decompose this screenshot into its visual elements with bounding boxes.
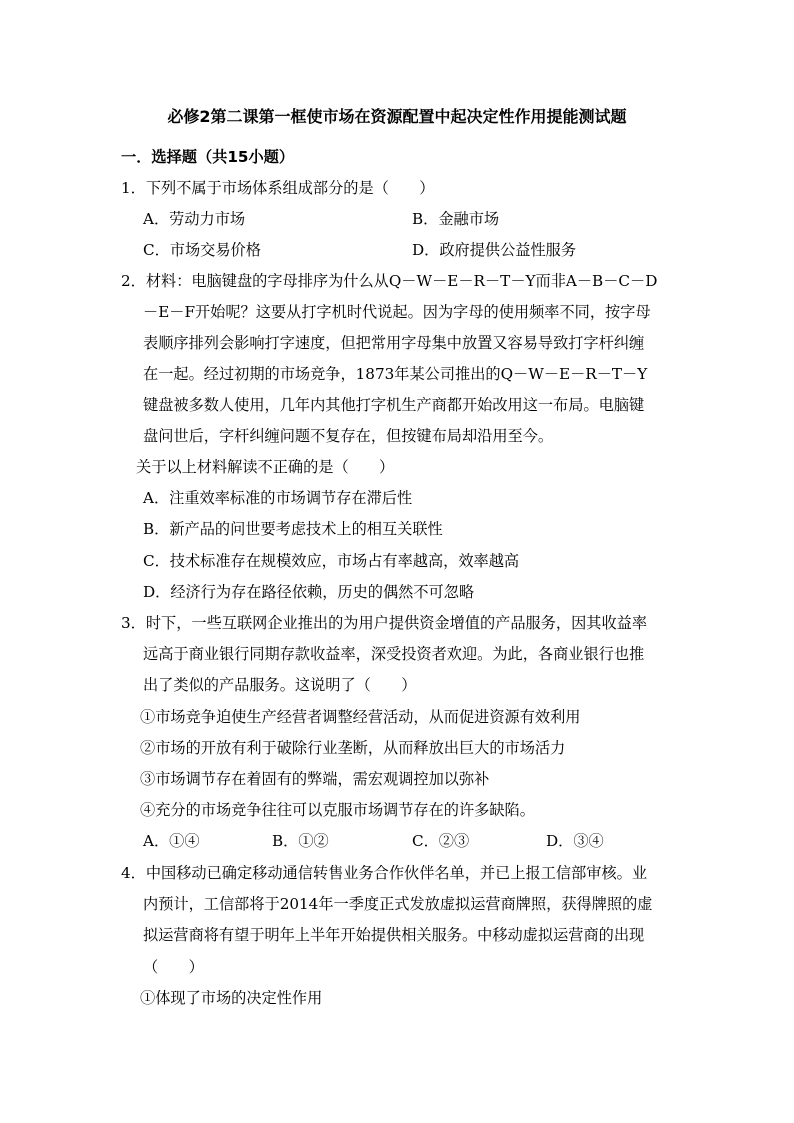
q2-option-b: B．新产品的问世要考虑技术上的相互关联性 bbox=[143, 520, 443, 538]
q2-option-d: D．经济行为存在路径依赖，历史的偶然不可忽略 bbox=[143, 583, 475, 601]
q4-line-1: 4．中国移动已确定移动通信转售业务合作伙伴名单，并已上报工信部审核。业 bbox=[121, 864, 648, 882]
page-title: 必修2第二课第一框使市场在资源配置中起决定性作用提能测试题 bbox=[167, 107, 627, 126]
q3-statement-3: ③市场调节存在着固有的弊端，需宏观调控加以弥补 bbox=[140, 770, 490, 788]
q1-option-c: C．市场交易价格 bbox=[143, 241, 261, 259]
q2-line-2: －E－F开始呢？这要从打字机时代说起。因为字母的使用频率不同，按字母 bbox=[143, 303, 651, 321]
q4-line-4: （ ） bbox=[143, 958, 204, 976]
q2-line-6: 盘问世后，字杆纠缠问题不复存在，但按键布局却沿用至今。 bbox=[143, 427, 554, 445]
q1-stem: 1．下列不属于市场体系组成部分的是（ ） bbox=[121, 179, 435, 197]
q3-statement-1: ①市场竞争迫使生产经营者调整经营活动，从而促进资源有效利用 bbox=[140, 708, 581, 726]
q2-question: 关于以上材料解读不正确的是（ ） bbox=[136, 458, 395, 476]
q2-line-3: 表顺序排列会影响打字速度，但把常用字母集中放置又容易导致打字杆纠缠 bbox=[143, 334, 645, 352]
q3-line-3: 出了类似的产品服务。这说明了（ ） bbox=[143, 676, 417, 694]
q3-statement-2: ②市场的开放有利于破除行业垄断，从而释放出巨大的市场活力 bbox=[140, 739, 566, 757]
q3-option-d: D．③④ bbox=[546, 832, 604, 850]
q3-line-2: 远高于商业银行同期存款收益率，深受投资者欢迎。为此，各商业银行也推 bbox=[143, 645, 645, 663]
q2-line-5: 键盘被多数人使用，几年内其他打字机生产商都开始改用这一布局。电脑键 bbox=[143, 396, 645, 414]
q4-statement-1: ①体现了市场的决定性作用 bbox=[140, 989, 323, 1007]
q1-option-d: D．政府提供公益性服务 bbox=[412, 241, 577, 259]
q3-option-b: B．①② bbox=[272, 832, 329, 850]
q2-option-c: C．技术标准存在规模效应，市场占有率越高，效率越高 bbox=[143, 552, 520, 570]
q1-option-b: B．金融市场 bbox=[412, 210, 500, 228]
section-heading: 一．选择题（共15小题） bbox=[121, 148, 295, 166]
q1-option-a: A．劳动力市场 bbox=[143, 210, 246, 228]
q3-option-c: C．②③ bbox=[412, 832, 470, 850]
q3-option-a: A．①④ bbox=[143, 832, 200, 850]
q2-line-1: 2．材料：电脑键盘的字母排序为什么从Q－W－E－R－T－Y而非A－B－C－D bbox=[121, 272, 658, 290]
q2-line-4: 在一起。经过初期的市场竞争，1873年某公司推出的Q－W－E－R－T－Y bbox=[143, 365, 648, 383]
q4-line-2: 内预计，工信部将于2014年一季度正式发放虚拟运营商牌照，获得牌照的虚 bbox=[143, 895, 653, 913]
q2-option-a: A．注重效率标准的市场调节存在滞后性 bbox=[143, 489, 413, 507]
q3-statement-4: ④充分的市场竞争往往可以克服市场调节存在的许多缺陷。 bbox=[140, 801, 535, 819]
q4-line-3: 拟运营商将有望于明年上半年开始提供相关服务。中移动虚拟运营商的出现 bbox=[143, 926, 645, 944]
q3-line-1: 3．时下，一些互联网企业推出的为用户提供资金增值的产品服务，因其收益率 bbox=[121, 614, 648, 632]
